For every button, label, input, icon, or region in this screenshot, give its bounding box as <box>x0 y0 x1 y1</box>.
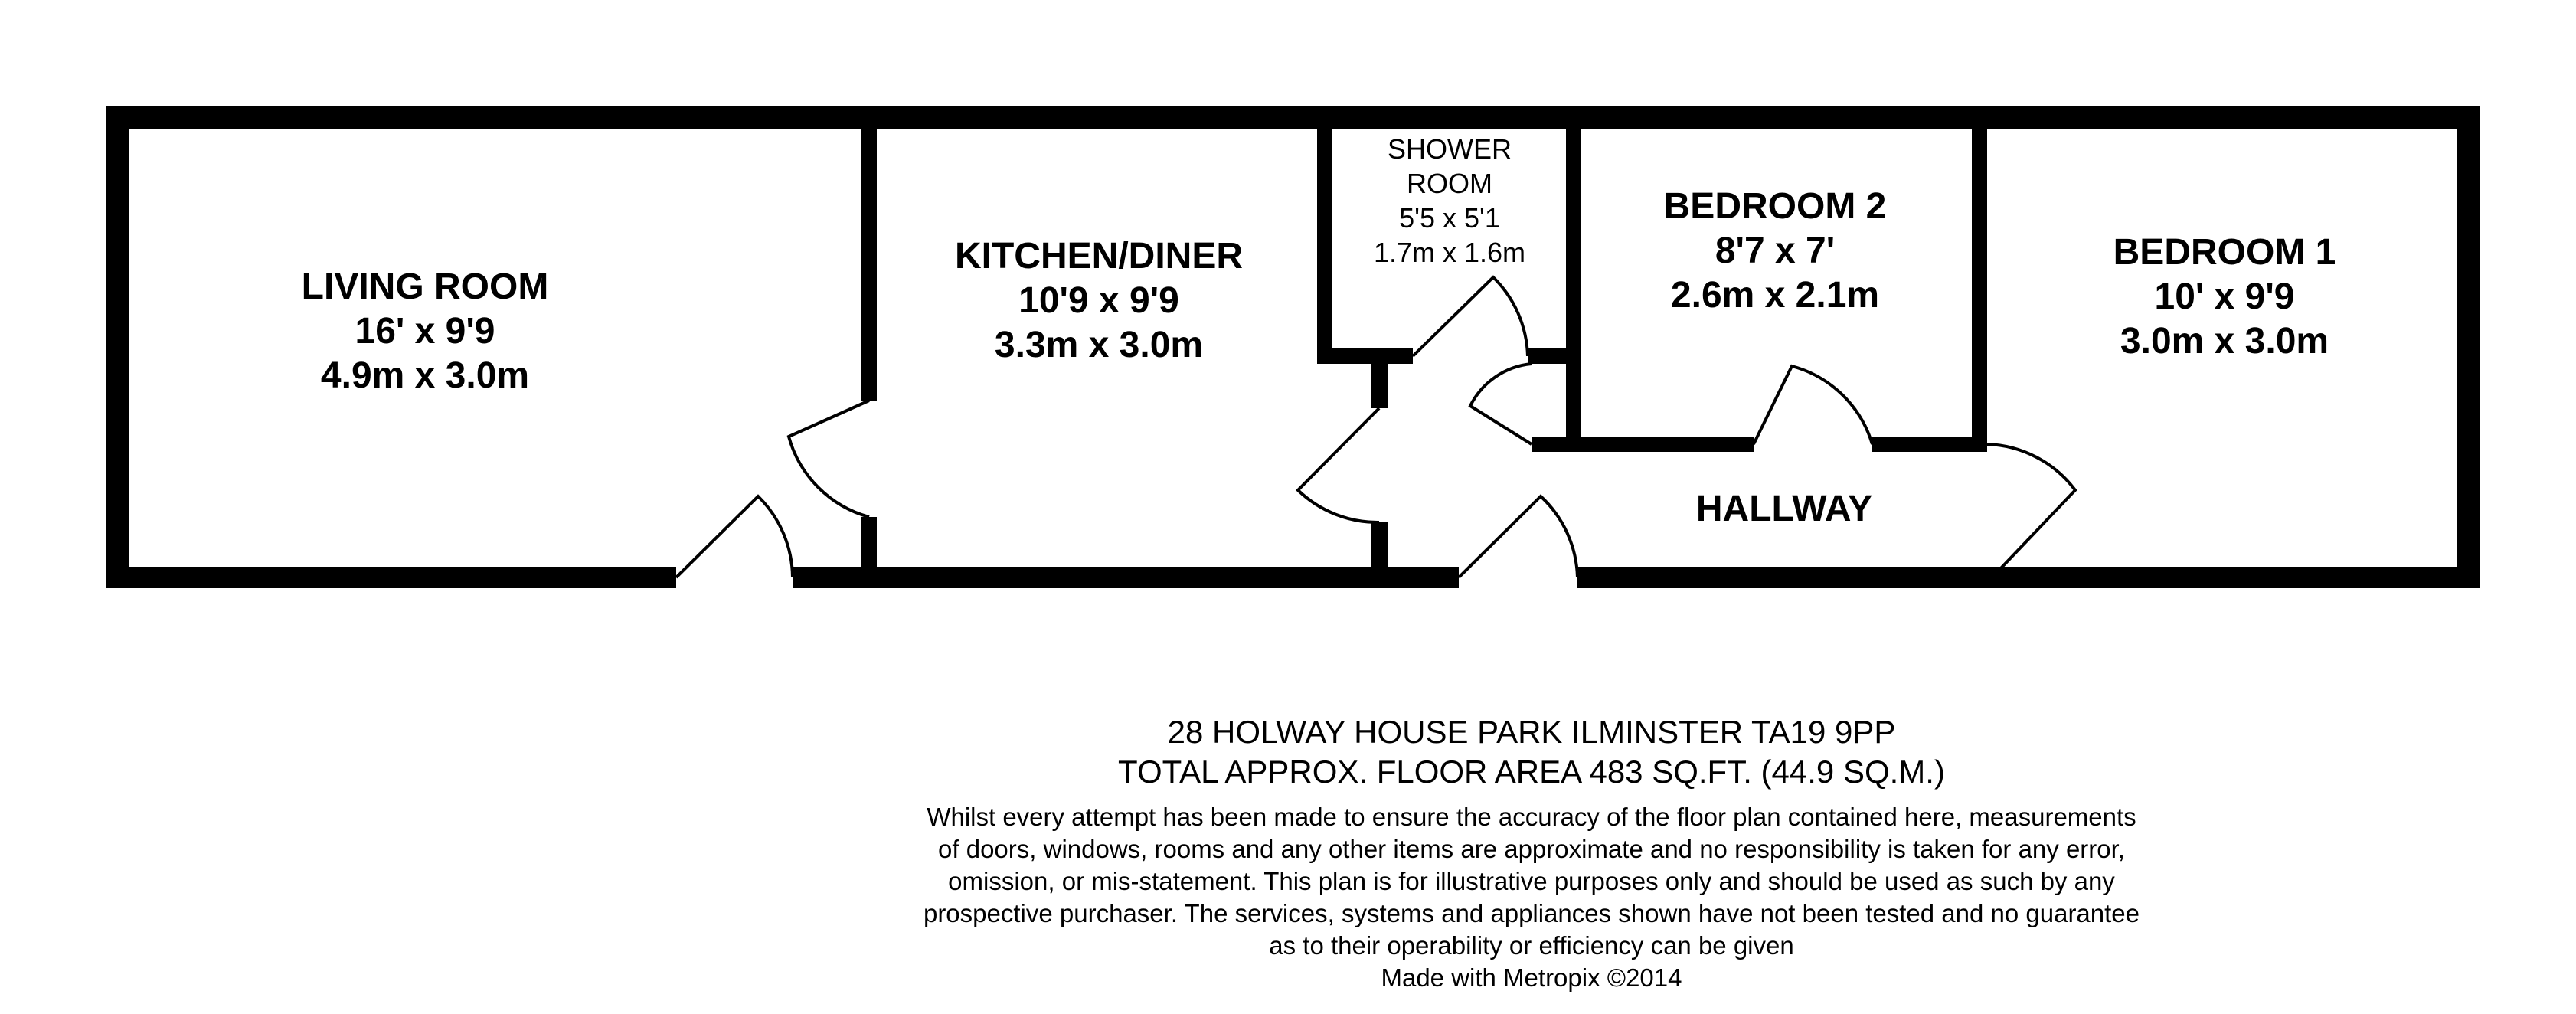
door-bedroom2 <box>1754 366 1872 444</box>
disclaimer-line: Whilst every attempt has been made to ensure the accuracy of the floor plan contained here, measurements <box>927 803 2136 831</box>
wall-shower-left <box>1317 129 1332 362</box>
wall-shower-bottom-left <box>1317 348 1413 364</box>
room-hallway <box>1696 489 1872 529</box>
wall-bedroom2-bottom-left <box>1566 437 1754 452</box>
door-bedroom1 <box>1987 444 2075 571</box>
outer-wall-left <box>106 106 129 588</box>
bedroom2-name: BEDROOM 2 <box>1663 186 1887 227</box>
wall-shower-right <box>1566 129 1581 450</box>
made-with-credit: Made with Metropix ©2014 <box>1381 963 1682 992</box>
disclaimer <box>827 801 2236 962</box>
plan-footer <box>827 712 2236 994</box>
shower-metric: 1.7m x 1.6m <box>1373 237 1526 268</box>
outer-wall-right <box>2457 106 2480 588</box>
disclaimer-line: prospective purchaser. The services, systems and appliances shown have not been tested and no guarantee <box>923 899 2140 927</box>
outer-wall-bottom-3 <box>1577 567 2480 588</box>
door-shower <box>1413 277 1528 356</box>
room-bedroom1 <box>2113 232 2336 361</box>
disclaimer-line: omission, or mis-statement. This plan is for illustrative purposes only and should be used as such by any <box>948 867 2115 895</box>
shower-name-line2: ROOM <box>1407 168 1492 199</box>
wall-living-kitchen-lower <box>861 517 877 571</box>
room-living <box>302 267 549 396</box>
bedroom2-imperial: 8'7 x 7' <box>1715 231 1836 271</box>
wall-kitchen-hall-stub-upper <box>1371 358 1388 408</box>
living-room-imperial: 16' x 9'9 <box>355 311 495 352</box>
living-room-name: LIVING ROOM <box>301 267 549 307</box>
wall-living-kitchen-upper <box>861 129 877 401</box>
kitchen-name: KITCHEN/DINER <box>954 236 1244 276</box>
outer-wall-top <box>106 106 2480 129</box>
bedroom2-metric: 2.6m x 2.1m <box>1670 275 1880 316</box>
hallway-name: HALLWAY <box>1695 489 1873 529</box>
door-living-kitchen <box>789 401 869 517</box>
door-kitchen-hall <box>1298 408 1379 522</box>
wall-bedroom2-bottom-right <box>1872 437 1987 452</box>
outer-wall-bottom-1 <box>106 567 676 588</box>
door-hallway-entrance <box>1459 496 1577 577</box>
shower-imperial: 5'5 x 5'1 <box>1399 202 1500 234</box>
bedroom1-name: BEDROOM 1 <box>2113 232 2336 273</box>
outer-wall-bottom-2 <box>793 567 1459 588</box>
door-living-entrance <box>676 496 793 577</box>
wall-kitchen-hall-stub-lower <box>1371 522 1388 570</box>
shower-name-line1: SHOWER <box>1388 133 1512 165</box>
disclaimer-line: as to their operability or efficiency can be given <box>1269 931 1794 960</box>
room-shower <box>1374 133 1525 268</box>
kitchen-metric: 3.3m x 3.0m <box>994 325 1204 365</box>
door-cupboard <box>1470 364 1532 444</box>
floor-area: TOTAL APPROX. FLOOR AREA 483 SQ.FT. (44.9 SQ.M.) <box>1118 754 1945 790</box>
disclaimer-line: of doors, windows, rooms and any other items are approximate and no responsibility is taken for any error, <box>938 835 2125 863</box>
wall-bedroom2-right <box>1972 129 1987 450</box>
property-address: 28 HOLWAY HOUSE PARK ILMINSTER TA19 9PP <box>1167 714 1896 750</box>
kitchen-imperial: 10'9 x 9'9 <box>1018 280 1179 321</box>
living-room-metric: 4.9m x 3.0m <box>320 355 530 396</box>
room-kitchen <box>955 236 1243 365</box>
room-bedroom2 <box>1664 186 1887 316</box>
bedroom1-metric: 3.0m x 3.0m <box>2120 321 2329 361</box>
bedroom1-imperial: 10' x 9'9 <box>2154 276 2295 317</box>
